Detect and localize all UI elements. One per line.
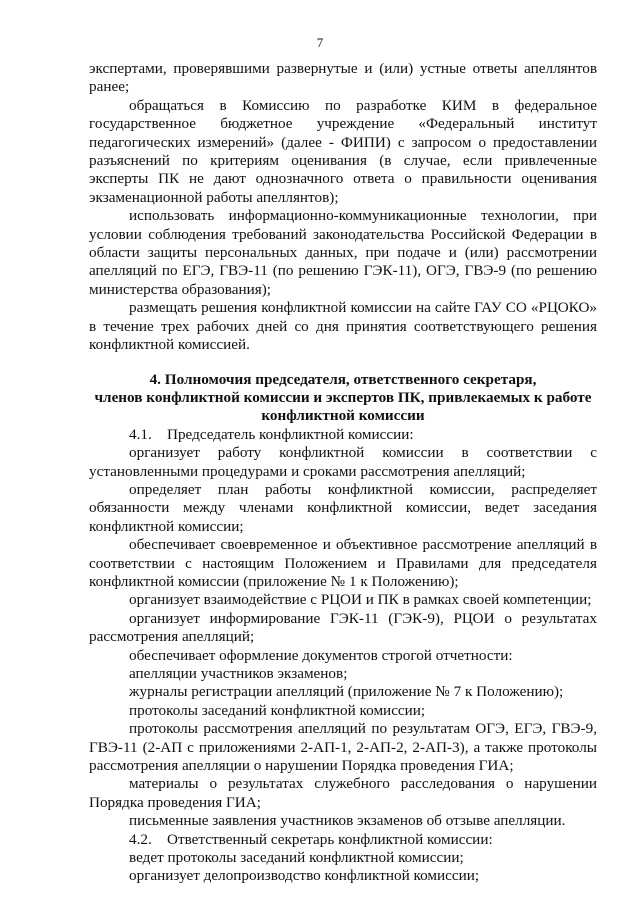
paragraph: использовать информационно-коммуникационные технологии, при условии соблюдения требований законодательства Российской Федерации в области защиты персональных данных, при подаче и (или) рассмотрении апелляций по ЕГЭ, ГВЭ-11 (по решению ГЭК-11), ОГЭ, ГВЭ-9 (по решению министерства образования); xyxy=(89,207,597,298)
document-body xyxy=(89,60,597,886)
paragraph: организует информирование ГЭК-11 (ГЭК-9), РЦОИ о результатах рассмотрения апелляций; xyxy=(89,609,597,646)
paragraph: письменные заявления участников экзаменов об отзыве апелляции. xyxy=(129,812,566,830)
clause-number: 4.2. xyxy=(129,830,152,848)
paragraph: журналы регистрации апелляций (приложение № 7 к Положению); xyxy=(129,683,564,701)
paragraph: ведет протоколы заседаний конфликтной комиссии; xyxy=(129,849,464,867)
paragraph: обеспечивает оформление документов строгой отчетности: xyxy=(129,646,513,664)
paragraph: материалы о результатах служебного расследования о нарушении Порядка проведения ГИА; xyxy=(89,775,597,811)
clause-title: Ответственный секретарь конфликтной комиссии: xyxy=(167,830,493,848)
paragraph: экспертами, проверявшими развернутые и (или) устные ответы апеллянтов ранее; xyxy=(89,60,597,96)
page-number: 7 xyxy=(316,35,324,50)
paragraph: размещать решения конфликтной комиссии на сайте ГАУ СО «РЦОКО» в течение трех рабочих дней со дня принятия соответствующего решения конфликтной комиссией. xyxy=(89,299,597,354)
clause-4-1 xyxy=(89,426,597,444)
paragraph: протоколы рассмотрения апелляций по результатам ОГЭ, ЕГЭ, ГВЭ-9, ГВЭ-11 (2-АП с приложениями 2-АП-1, 2-АП-2, 2-АП-3), а также протоколы рассмотрения апелляции о нарушении Порядка проведения ГИА; xyxy=(89,720,597,775)
paragraph: организует делопроизводство конфликтной комиссии; xyxy=(129,867,480,885)
paragraph: обращаться в Комиссию по разработке КИМ в федеральное государственное бюджетное учреждение «Федеральный институт педагогических измерений» (далее - ФИПИ) с запросом о предоставлении разъяснений по критериям оценивания (в случае, если привлеченные эксперты ПК не дают однозначного ответа о правильности оценивания экзаменационной работы апеллянтов); xyxy=(89,96,597,206)
paragraph: определяет план работы конфликтной комиссии, распределяет обязанности между членами конфликтной комиссии, ведет заседания конфликтной комиссии; xyxy=(89,480,597,535)
paragraph: организует взаимодействие с РЦОИ и ПК в рамках своей компетенции; xyxy=(129,591,592,609)
section-heading xyxy=(89,371,597,426)
paragraph: обеспечивает своевременное и объективное рассмотрение апелляций в соответствии с настоящим Положением и Правилами для председателя конфликтной комиссии (приложение № 1 к Положению); xyxy=(89,536,597,590)
paragraph: протоколы заседаний конфликтной комиссии; xyxy=(129,701,426,719)
clause-title: Председатель конфликтной комиссии: xyxy=(167,425,414,443)
clause-4-2 xyxy=(89,831,597,849)
section-heading-line: 4. Полномочия председателя, ответственного секретаря, xyxy=(149,370,537,388)
paragraph: организует работу конфликтной комиссии в соответствии с установленными процедурами и сроками рассмотрения апелляций; xyxy=(89,444,597,480)
paragraph: апелляции участников экзаменов; xyxy=(129,665,348,682)
section-heading-line: конфликтной комиссии xyxy=(261,407,425,425)
section-heading-line: членов конфликтной комиссии и экспертов ПК, привлекаемых к работе xyxy=(94,388,592,406)
clause-number: 4.1. xyxy=(129,425,152,443)
